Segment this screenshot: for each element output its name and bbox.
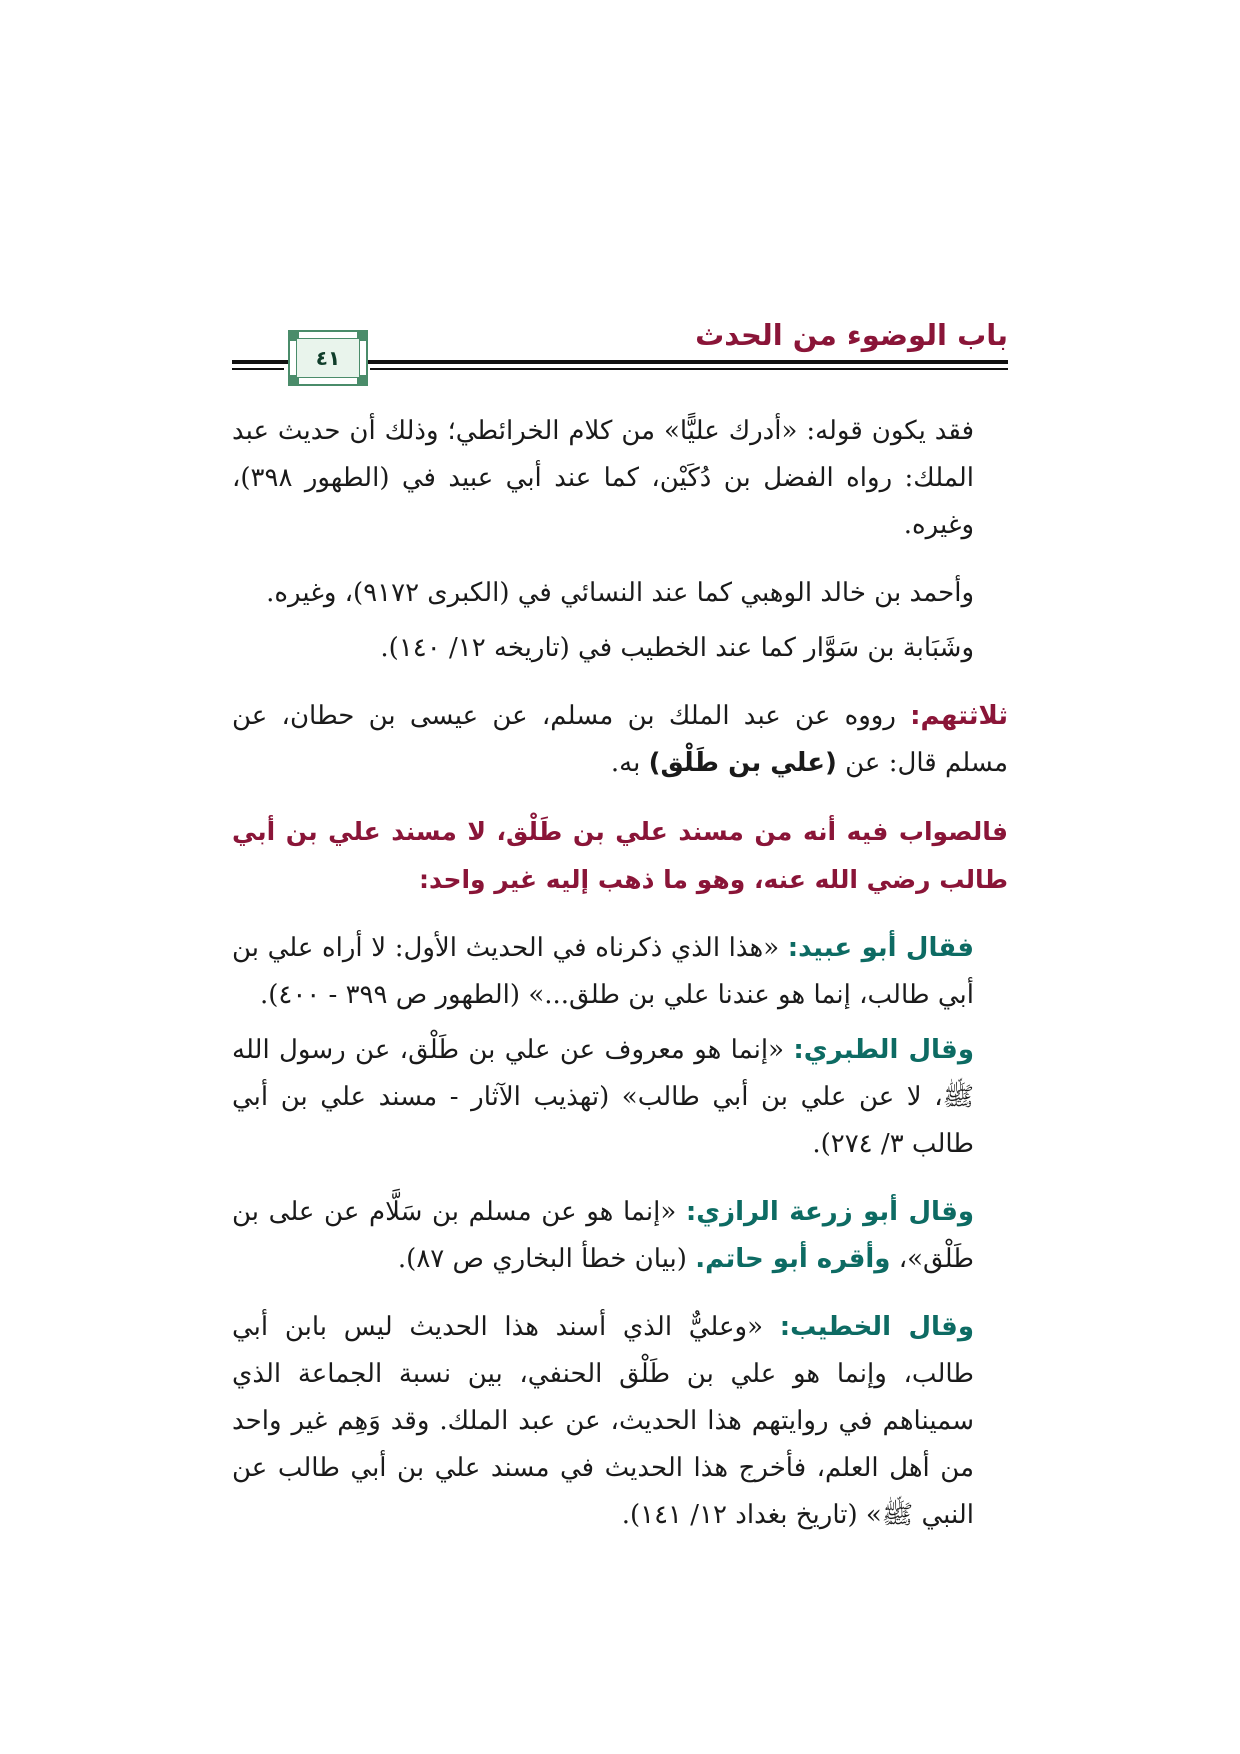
paragraph-text: رووه عن عبد الملك بن مسلم، عن عيسى بن حطان، عن مسلم قال: عن <box>232 701 1008 778</box>
conclusion-text: فالصواب فيه أنه من مسند علي بن طَلْق، لا مسند علي بن أبي طالب رضي الله عنه، وهو ما ذهب إليه غير واحد: <box>232 817 1008 894</box>
paragraph-label: وقال الطبري: <box>793 1035 974 1065</box>
header-rule-left-thin <box>232 368 284 370</box>
paragraph-label: ثلاثتهم: <box>910 701 1008 731</box>
paragraph <box>232 1027 1008 1168</box>
paragraph-text: «هذا الذي ذكرناه في الحديث الأول: لا أراه علي بن أبي طالب، إنما هو عندنا علي بن طلق...» (الطهور ص ٣٩٩ - ٤٠٠). <box>232 933 974 1010</box>
paragraph-label: وقال أبو زرعة الرازي: <box>685 1197 974 1227</box>
paragraph: وشَبَابة بن سَوَّار كما عند الخطيب في (تاريخه ١٢/ ١٤٠). <box>380 633 974 663</box>
body-text <box>232 408 1008 1560</box>
conclusion-paragraph <box>232 808 1008 904</box>
paragraph-label: فقال أبو عبيد: <box>787 933 974 963</box>
paragraph-label: وأقره أبو حاتم. <box>695 1244 891 1274</box>
paragraph-text: به. <box>610 748 649 778</box>
paragraph <box>232 1189 1008 1283</box>
bold-name: (علي بن طَلْق) <box>648 748 837 778</box>
paragraph-text: (بيان خطأ البخاري ص ٨٧). <box>397 1244 696 1274</box>
paragraph-text: «إنما هو معروف عن علي بن طَلْق، عن رسول الله ﷺ، لا عن علي بن أبي طالب» (تهذيب الآثار - مسند علي بن أبي طالب ٣/ ٢٧٤). <box>232 1035 974 1159</box>
paragraph: فقد يكون قوله: «أدرك عليًّا» من كلام الخرائطي؛ وذلك أن حديث عبد الملك: رواه الفضل بن دُكَيْن، كما عند أبي عبيد في (الطهور ٣٩٨)، وغيره. <box>232 416 974 540</box>
chapter-title: باب الوضوء من الحدث <box>695 318 1008 352</box>
header-rule-thin <box>370 368 1008 370</box>
paragraph: وأحمد بن خالد الوهبي كما عند النسائي في (الكبرى ٩١٧٢)، وغيره. <box>266 578 974 608</box>
paragraph-label: وقال الخطيب: <box>779 1312 974 1342</box>
paragraph-text: «وعليٌّ الذي أسند هذا الحديث ليس بابن أبي طالب، وإنما هو علي بن طَلْق الحنفي، بين نسبة الجماعة الذي سميناهم في روايتهم هذا الحديث، عن عبد الملك. وقد وَهِم غير واحد من أهل العلم، فأخرج هذا الحديث في مسند علي بن أبي طالب عن النبي ﷺ» (تاريخ بغداد ١٢/ ١٤١). <box>232 1312 974 1530</box>
page-number-frame <box>288 330 368 386</box>
page-number-inner <box>296 338 360 378</box>
paragraph <box>232 925 1008 1019</box>
paragraph <box>232 1304 1008 1539</box>
paragraph <box>232 693 1008 787</box>
paragraph-text: «إنما هو عن مسلم بن سَلَّام عن على بن طَلْق»، <box>232 1197 974 1274</box>
page-number: ٤١ <box>315 346 341 370</box>
